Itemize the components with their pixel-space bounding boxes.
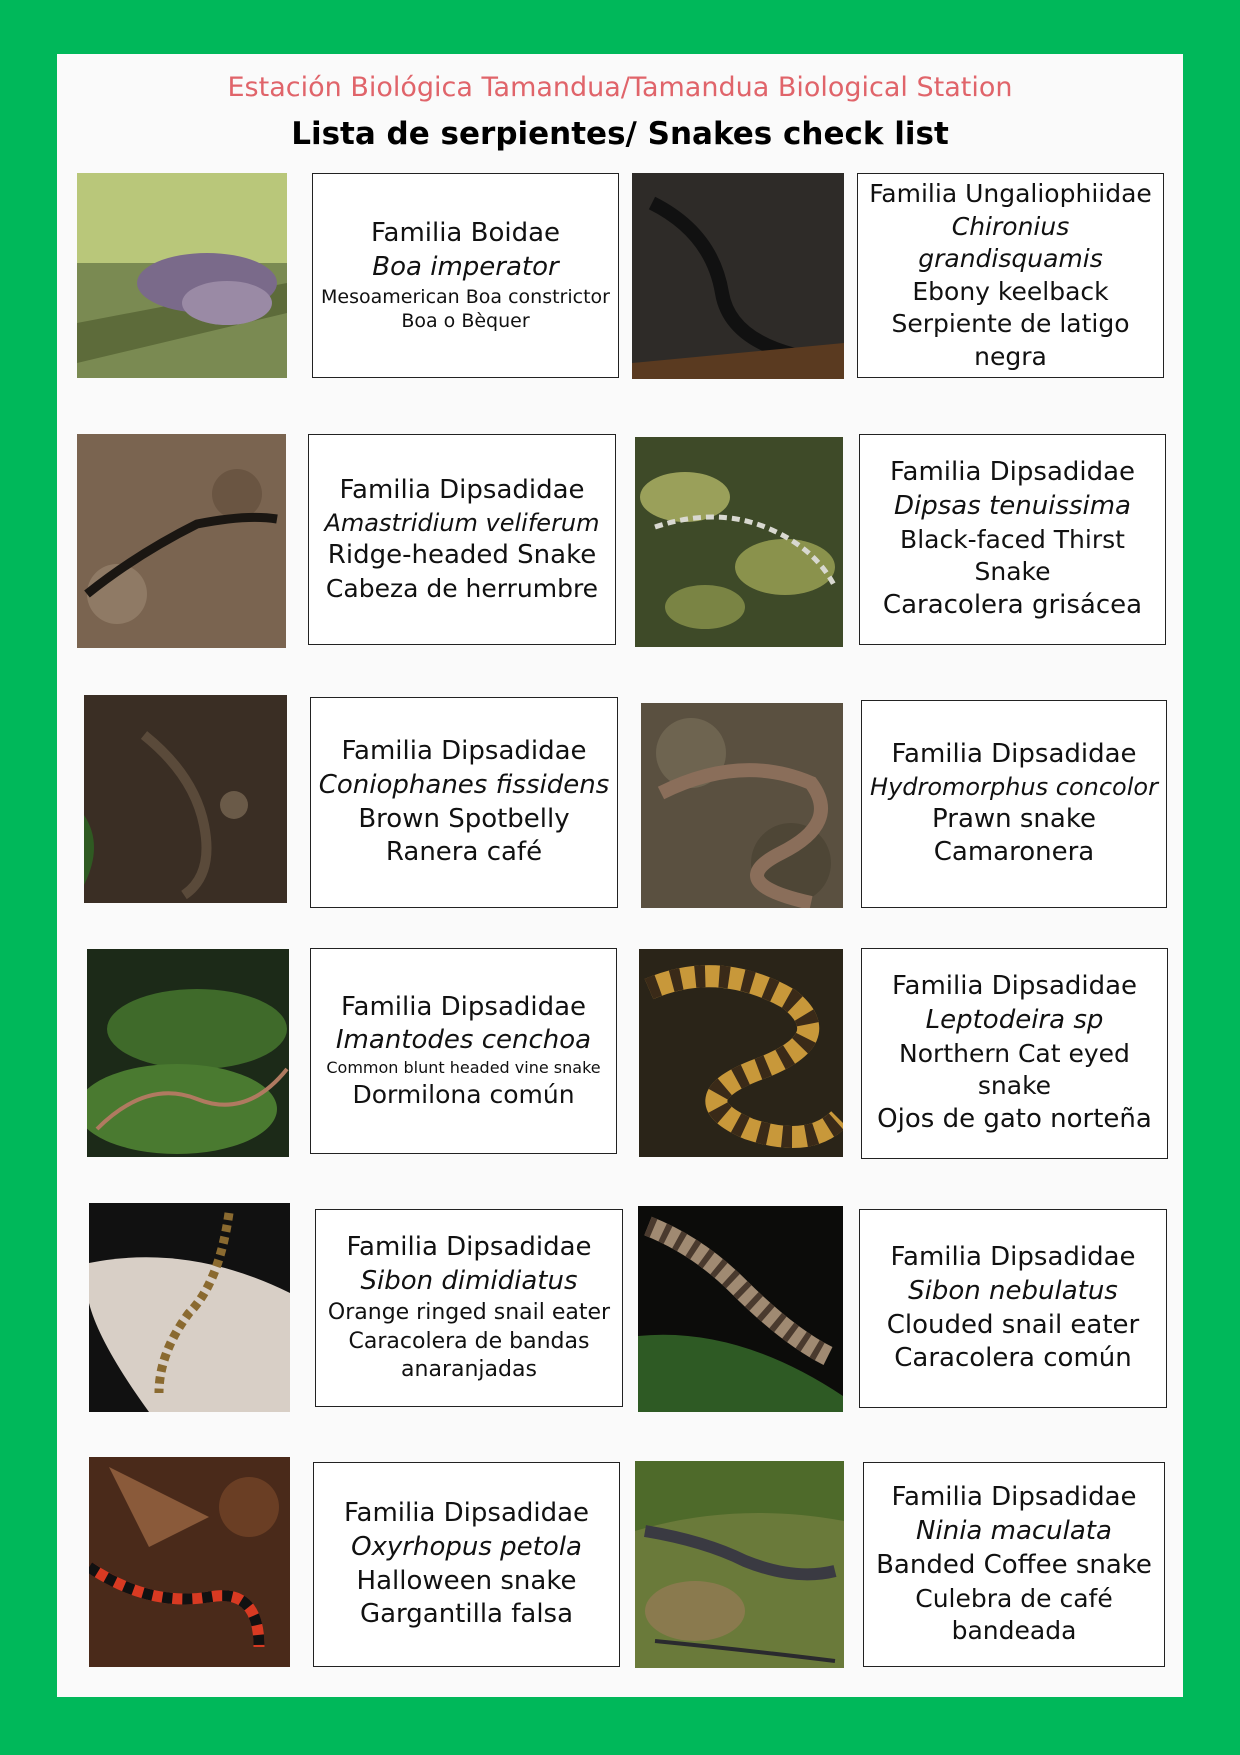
species-card-spotbelly [310,697,618,908]
spanish-name: Ojos de gato norteña [877,1103,1152,1134]
spanish-name: Dormilona común [352,1079,575,1109]
spanish-name: Caracolera grisácea [882,589,1143,620]
scientific-name: Amastridium veliferum [324,508,600,537]
spanish-name: Caracolera de bandas anaranjadas [348,1328,590,1383]
vine-snake-photo [87,949,289,1157]
spanish-name: Culebra de café bandeada [915,1583,1113,1646]
english-name: Banded Coffee snake [876,1549,1152,1580]
scientific-name: Boa imperator [372,251,559,282]
station-title: Estación Biológica Tamandua/Tamandua Biological Station [227,72,1013,103]
family-name: Familia Dipsadidae [891,738,1137,769]
family-name: Familia Dipsadidae [889,457,1136,488]
spanish-name: Cabeza de herrumbre [325,573,599,603]
english-name: Northern Cat eyed snake [899,1038,1130,1101]
clouded-snail-eater-photo [638,1206,843,1412]
species-card-keelback [857,173,1164,378]
family-name: Familia Dipsadidae [890,1241,1136,1272]
scientific-name: Dipsas tenuissima [894,491,1131,522]
scientific-name: Sibon nebulatus [908,1275,1118,1306]
keelback-photo [632,173,844,379]
scientific-name: Ninia maculata [916,1516,1112,1547]
coffee-snake-photo [635,1461,844,1668]
scientific-name: Leptodeira sp [925,1005,1104,1036]
cat-eyed-snake-photo [639,949,843,1157]
species-card-vine-snake [310,948,617,1154]
family-name: Familia Dipsadidae [339,474,585,505]
boa-photo [77,173,287,378]
species-card-clouded-snail-eater [859,1209,1167,1408]
family-name: Familia Dipsadidae [346,1232,592,1263]
spanish-name: Gargantilla falsa [359,1599,574,1630]
prawn-snake-photo [641,703,843,908]
english-name: Brown Spotbelly [358,803,570,834]
scientific-name: Hydromorphus concolor [870,772,1158,801]
family-name: Familia Dipsadidae [340,991,587,1022]
checklist-page [57,54,1183,1697]
family-name: Familia Dipsadidae [343,1497,590,1528]
family-name: Familia Boidae [370,218,561,249]
species-card-boa [312,173,619,378]
english-name: Common blunt headed vine snake [326,1058,601,1078]
species-card-prawn-snake [861,700,1167,908]
scientific-name: Oxyrhopus petola [351,1531,582,1562]
scientific-name: Sibon dimidiatus [360,1266,578,1297]
species-card-cat-eyed [861,948,1168,1159]
spanish-name: Serpiente de latigo negra [891,309,1130,371]
ringed-snail-eater-photo [89,1203,290,1412]
family-name: Familia Ungaliophiidae [869,179,1152,208]
english-name: Ridge-headed Snake [327,539,597,570]
spanish-name: Ranera café [385,837,543,868]
thirst-snake-photo [635,437,843,647]
spotbelly-photo [84,695,287,903]
species-card-coffee-snake [863,1462,1165,1667]
family-name: Familia Dipsadidae [891,971,1138,1002]
english-name: Black-faced Thirst Snake [900,524,1125,587]
family-name: Familia Dipsadidae [891,1482,1137,1513]
english-name: Mesoamerican Boa constrictor [321,285,610,308]
halloween-snake-photo [89,1457,290,1667]
scientific-name: Coniophanes fissidens [318,769,610,800]
english-name: Clouded snail eater [886,1309,1140,1340]
english-name: Prawn snake [932,803,1096,834]
scientific-name: Imantodes cenchoa [335,1025,592,1056]
english-name: Ebony keelback [912,276,1109,306]
spanish-name: Caracolera común [894,1343,1132,1374]
spanish-name: Boa o Bèquer [401,310,530,333]
scientific-name: Chironius grandisquamis [918,211,1103,273]
species-card-thirst-snake [859,434,1166,645]
ridge-headed-snake-photo [77,434,286,648]
checklist-title: Lista de serpientes/ Snakes check list [291,116,949,152]
family-name: Familia Dipsadidae [341,735,587,766]
species-card-halloween-snake [313,1462,620,1667]
english-name: Halloween snake [356,1565,577,1596]
species-card-ringed-snail-eater [315,1209,623,1407]
english-name: Orange ringed snail eater [327,1299,611,1325]
species-card-ridge-headed [308,434,616,645]
spanish-name: Camaronera [933,837,1095,868]
